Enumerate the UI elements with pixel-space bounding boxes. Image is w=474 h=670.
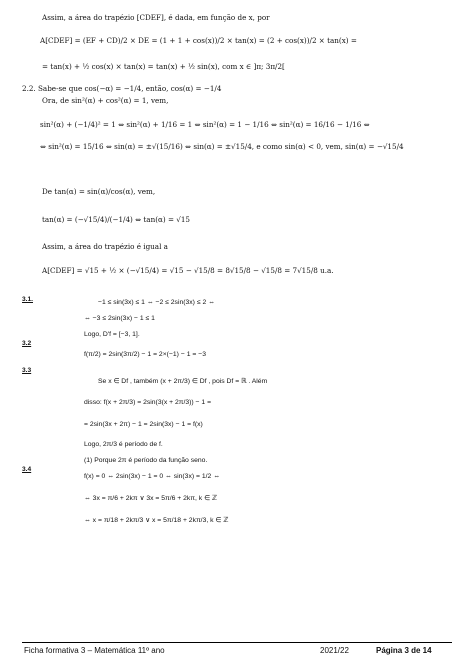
equation-area: A[CDEF] = √15 + ½ × (−√15/4) = √15 − √15/8 = 8√15/8 − √15/8 = 7√15/8 u.a.: [42, 266, 334, 275]
step-3-4-c: ⇔ x = π/18 + 2kπ/3 ∨ x = 5π/18 + 2kπ/3, k ∈ ℤ: [84, 517, 229, 524]
step-3-3-a: Se x ∈ Df , também (x + 2π/3) ∈ Df , pois Df = ℝ . Além: [98, 378, 268, 385]
item-number-3-4: 3.4: [22, 466, 32, 473]
step-3-3-c: = 2sin(3x + 2π) − 1 = 2sin(3x) − 1 = f(x): [84, 421, 203, 428]
formula-area-line-1: A[CDEF] = (EF + CD)/2 × DE = (1 + 1 + cos(x))/2 × tan(x) = (2 + cos(x))/2 × tan(x) =: [40, 36, 357, 45]
equation-line-2: ⇔ sin²(α) = 15/16 ⇔ sin(α) = ±√(15/16) ⇔ sin(α) = ±√15/4, e como sin(α) < 0, vem, sin(α) = −√15/4: [40, 142, 404, 151]
text-ora: Ora, de sin²(α) + cos²(α) = 1, vem,: [42, 96, 169, 105]
item-number-3-2: 3.2: [22, 340, 32, 347]
step-3-3-b: disso: f(x + 2π/3) = 2sin(3(x + 2π/3)) − 1 =: [84, 399, 212, 406]
text-tan-def: De tan(α) = sin(α)/cos(α), vem,: [42, 187, 156, 196]
item-number-3-1: 3.1.: [22, 296, 33, 303]
footer-divider: [22, 642, 452, 643]
step-3-3-note: (1) Porque 2π é período da função seno.: [84, 457, 208, 464]
footer-year: 2021/22: [320, 646, 349, 655]
step-3-1-b: ⇔ −3 ≤ 2sin(3x) − 1 ≤ 1: [84, 315, 155, 322]
step-3-1-c: Logo, D'f = [−3, 1].: [84, 331, 140, 338]
item-2-2: 2.2. Sabe-se que cos(−α) = −1/4, então, cos(α) = −1/4: [22, 84, 222, 93]
footer-page: Página 3 de 14: [376, 646, 432, 655]
step-3-2: f(π/2) = 2sin(3π/2) − 1 = 2×(−1) − 1 = −3: [84, 351, 206, 358]
equation-tan: tan(α) = (−√15/4)/(−1/4) ⇔ tan(α) = √15: [42, 215, 191, 224]
step-3-4-b: ⇔ 3x = π/6 + 2kπ ∨ 3x = 5π/6 + 2kπ, k ∈ ℤ: [84, 495, 217, 502]
text-area-intro: Assim, a área do trapézio é igual a: [42, 242, 168, 251]
step-3-1-a: −1 ≤ sin(3x) ≤ 1 ⇔ −2 ≤ 2sin(3x) ≤ 2 ⇔: [98, 299, 215, 306]
item-number-3-3: 3.3: [22, 367, 32, 374]
equation-line-1: sin²(α) + (−1/4)² = 1 ⇔ sin²(α) + 1/16 = 1 ⇔ sin²(α) = 1 − 1/16 ⇔ sin²(α) = 16/16 − 1/16 ⇔: [40, 120, 370, 129]
footer-title: Ficha formativa 3 – Matemática 11º ano: [24, 646, 165, 655]
formula-area-line-2: = tan(x) + ½ cos(x) × tan(x) = tan(x) + ½ sin(x), com x ∈ ]π; 3π/2[: [42, 62, 285, 71]
step-3-4-a: f(x) = 0 ⇔ 2sin(3x) − 1 = 0 ⇔ sin(3x) = 1/2 ⇔: [84, 473, 220, 480]
step-3-3-d: Logo, 2π/3 é período de f.: [84, 441, 163, 448]
text-intro-area: Assim, a área do trapézio [CDEF], é dada, em função de x, por: [42, 13, 270, 22]
